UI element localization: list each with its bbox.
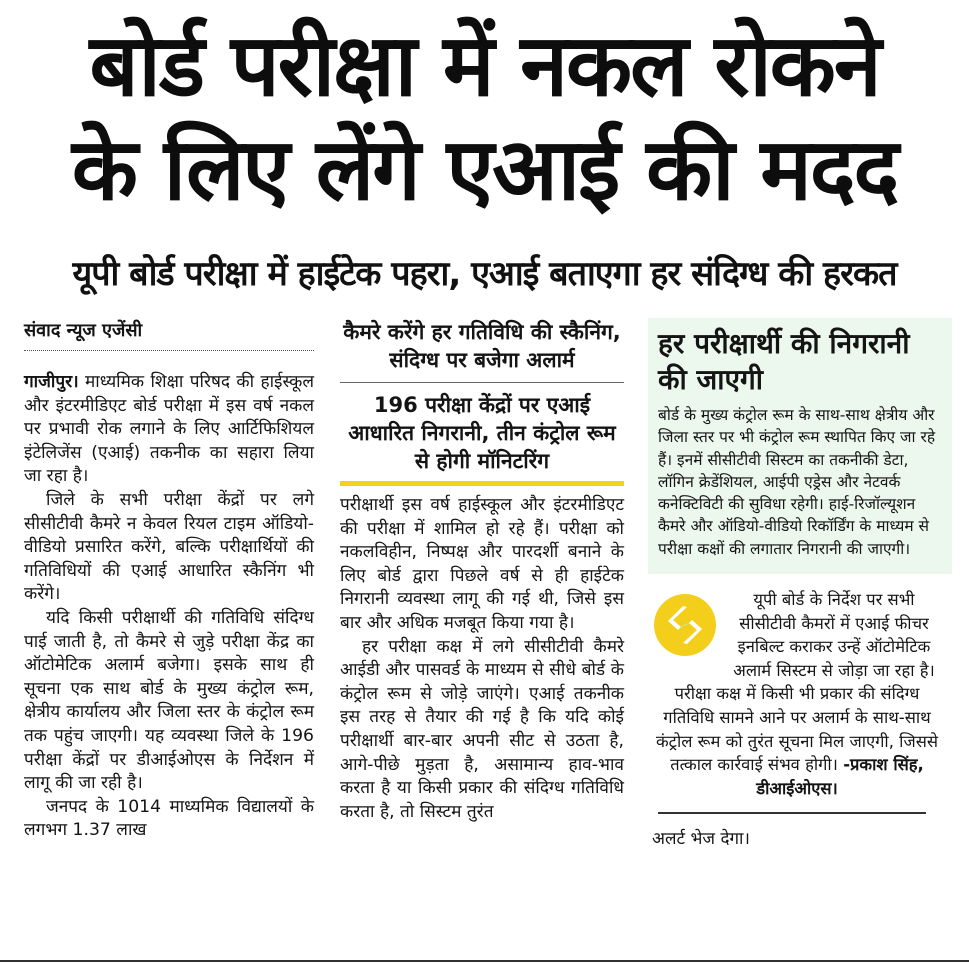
section-subhead-1: कैमरे करेंगे हर गतिविधि की स्कैनिंग, संदिग्ध पर बजेगा अलार्म (340, 318, 624, 383)
paragraph: यदि किसी परीक्षार्थी की गतिविधि संदिग्ध पाई जाती है, तो कैमरे से जुड़े परीक्षा केंद्र का ऑटोमेटिक अलार्म बजेगा। इसके साथ ही सूचना एक साथ बोर्ड के मुख्य कंट्रोल रूम, क्षेत्रीय कार्यालय और जिला स्तर के कंट्रोल रूम तक पहुंच जाएगी। यह व्यवस्था जिले के 196 परीक्षा केंद्रों पर डीआईओएस के निर्देशन में लागू की जा रही है। (24, 607, 314, 794)
paragraph: परीक्षार्थी इस वर्ष हाईस्कूल और इंटरमीडिएट की परीक्षा में शामिल हो रहे हैं। परीक्षा को नकलविहीन, निष्पक्ष और पारदर्शी बनाने के लिए बोर्ड द्वारा पिछले वर्ष से ही हाईटेक निगरानी व्यवस्था लागू की गई थी, जिसे इस बार और अधिक मजबूत किया गया है। (340, 495, 624, 633)
byline: संवाद न्यूज एजेंसी (24, 318, 314, 351)
paragraph: जिले के सभी परीक्षा केंद्रों पर लगे सीसीटीवी कैमरे न केवल रियल टाइम ऑडियो-वीडियो प्रसारित करेंगे, बल्कि परीक्षार्थियों की गतिविधियों की एआई आधारित स्कैनिंग भी करेंगे। (24, 489, 314, 605)
continuation-text: अलर्ट भेज देगा। (652, 829, 750, 850)
lead-paragraph-text: माध्यमिक शिक्षा परिषद की हाईस्कूल और इंटरमीडिएट बोर्ड परीक्षा में इस वर्ष नकल पर प्रभावी रोक लगाने के लिए आर्टिफिशियल इंटेलिजेंस (एआई) तकनीक का सहारा लिया जा रहा है। (24, 372, 315, 487)
paragraph: जनपद के 1014 माध्यमिक विद्यालयों के लगभग 1.37 लाख (24, 796, 314, 841)
headline (0, 0, 969, 222)
left-column (24, 318, 314, 843)
subheadline: यूपी बोर्ड परीक्षा में हाईटेक पहरा, एआई बताएगा हर संदिग्ध की हरकत (72, 254, 897, 294)
divider (658, 812, 926, 814)
official-quote (652, 588, 942, 814)
headline-line-2: के लिए लेंगे एआई की मदद (71, 120, 898, 220)
highlight-box (648, 318, 952, 574)
highlight-box-text: बोर्ड के मुख्य कंट्रोल रूम के साथ-साथ क्षेत्रीय और जिला स्तर पर भी कंट्रोल रूम स्थापित किए जा रहे हैं। इनमें सीसीटीवी सिस्टम का तकनीकी डेटा, लॉगिन क्रेडेंशियल, आईपी एड्रेस और नेटवर्क कनेक्टिविटी की सुविधा रहेगी। हाई-रिजॉल्यूशन कैमरे और ऑडियो-वीडियो रिकॉर्डिंग के माध्यम से परीक्षा कक्षों की लगातार निगरानी की जाएगी। (658, 406, 936, 558)
right-column (652, 318, 942, 852)
divider (0, 960, 969, 962)
dateline: गाजीपुर। (24, 372, 79, 392)
paragraph: हर परीक्षा कक्ष में लगे सीसीटीवी कैमरे आईडी और पासवर्ड के माध्यम से सीधे बोर्ड के कंट्रोल रूम से जोड़े जाएंगे। एआई तकनीक इस तरह से तैयार की गई है कि यदि कोई परीक्षार्थी बार-बार अपनी सीट से उठता है, आगे-पीछे मुड़ता है, असामान्य हाव-भाव करता है या किसी प्रकार की संदिग्ध गतिविधि करता है, तो सिस्टम तुरंत (340, 636, 624, 822)
highlight-box-title: हर परीक्षार्थी की निगरानी की जाएगी (658, 327, 910, 396)
lead-paragraph (24, 371, 314, 489)
section-subhead-2: 196 परीक्षा केंद्रों पर एआई आधारित निगरानी, तीन कंट्रोल रूम से होगी मॉनिटरिंग (340, 391, 624, 486)
quote-text: यूपी बोर्ड के निर्देश पर सभी सीसीटीवी कैमरों में एआई फीचर इनबिल्ट कराकर उन्हें ऑटोमेटिक अलार्म सिस्टम से जोड़ा जा रहा है। परीक्षा कक्ष में किसी भी प्रकार की संदिग्ध गतिविधि सामने आने पर अलार्म के साथ-साथ कंट्रोल रूम को तुरंत सूचना मिल जाएगी, जिससे तत्काल कार्रवाई संभव होगी। (655, 590, 939, 775)
quote-mark-icon (654, 594, 716, 656)
middle-column (340, 318, 624, 824)
headline-line-1: बोर्ड परीक्षा में नकल रोकने (89, 16, 880, 116)
quote-author: -प्रकाश सिंह, डीआईओएस। (756, 755, 924, 798)
